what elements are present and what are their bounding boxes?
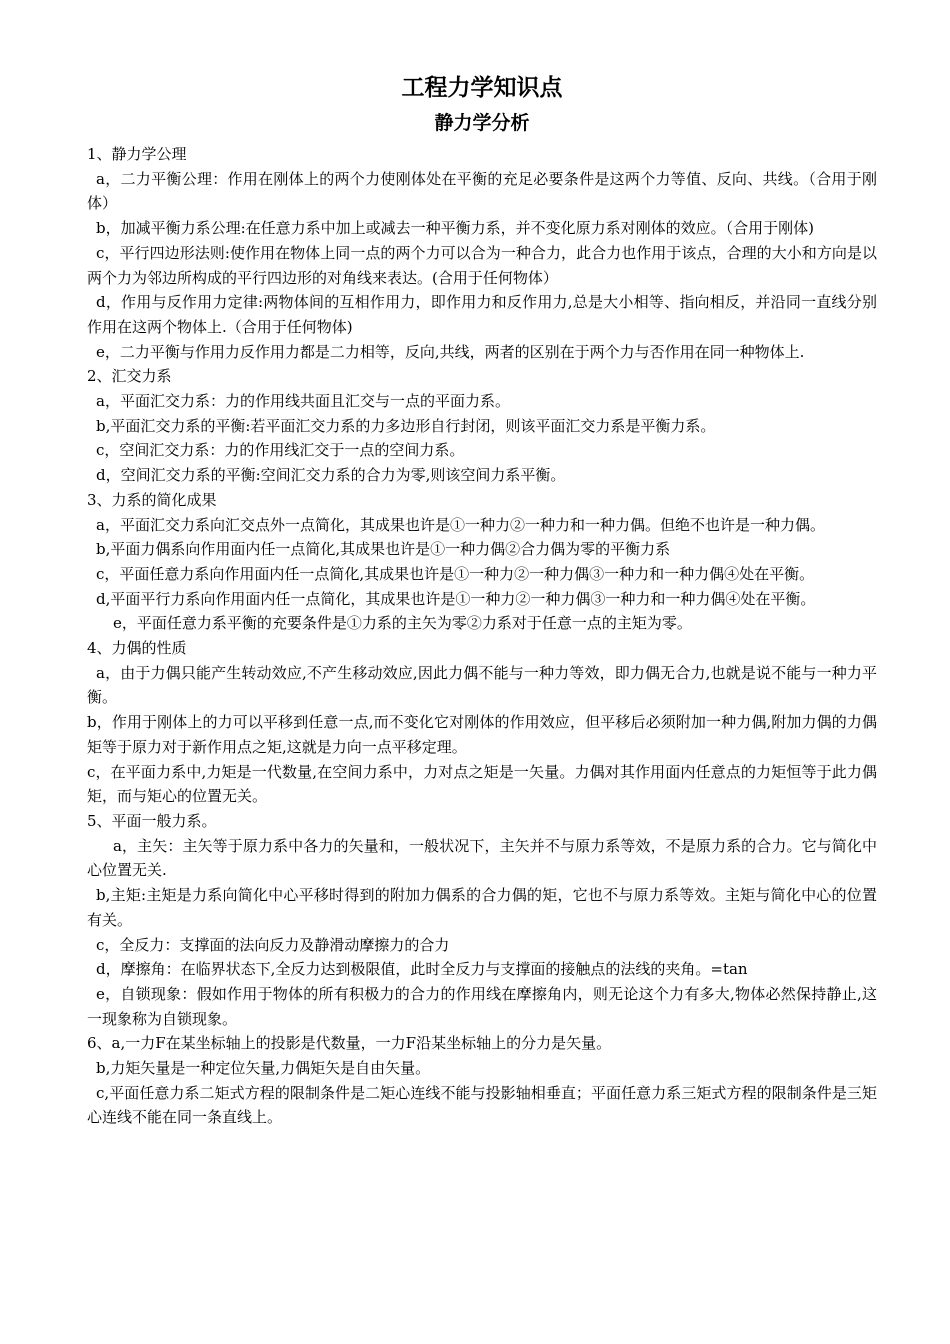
paragraph: c，全反力：支撑面的法向反力及静滑动摩擦力的合力 xyxy=(96,935,450,954)
paragraph: b，加减平衡力系公理:在任意力系中加上或减去一种平衡力系，并不变化原力系对刚体的效应。（合用于刚体) xyxy=(96,219,815,238)
paragraph: b,主矩:主矩是力系向简化中心平移时得到的附加力偶系的合力偶的矩，它也不与原力系等效。主矩与简化中心的位置有关。 xyxy=(87,886,877,929)
section-projections-and-moments xyxy=(87,1031,877,1130)
paragraph: c,平面任意力系二矩式方程的限制条件是二矩心连线不能与投影轴相垂直；平面任意力系三矩式方程的限制条件是三矩心连线不能在同一条直线上。 xyxy=(87,1083,877,1127)
paragraph: c，平行四边形法则:使作用在物体上同一点的两个力可以合为一种合力，此合力也作用于该点，合理的大小和方向是以两个力为邻边所构成的平行四边形的对角线来表达。(合用于任何物体） xyxy=(87,243,877,287)
paragraph: d，作用与反作用力定律:两物体间的互相作用力，即作用力和反作用力,总是大小相等、指向相反，并沿同一直线分别作用在这两个物体上.（合用于任何物体) xyxy=(87,293,877,336)
paragraph: a，平面汇交力系：力的作用线共面且汇交与一点的平面力系。 xyxy=(96,392,510,411)
section-heading: 4、力偶的性质 xyxy=(87,639,187,658)
paragraph: a，平面汇交力系向汇交点外一点简化，其成果也许是①一种力②一种力和一种力偶。但绝不也许是一种力偶。 xyxy=(96,515,825,534)
section-concurrent-forces xyxy=(87,364,877,488)
section-force-system-simplification xyxy=(87,488,877,636)
section-general-planar-force-system xyxy=(87,809,877,1031)
paragraph: d,平面平行力系向作用面内任一点简化，其成果也许是①一种力②一种力偶③一种力和一种力偶④处在平衡。 xyxy=(96,589,816,608)
section-heading: 6、a,一力F在某坐标轴上的投影是代数量，一力F沿某坐标轴上的分力是矢量。 xyxy=(87,1034,612,1053)
paragraph: e，平面任意力系平衡的充要条件是①力系的主矢为零②力系对于任意一点的主矩为零。 xyxy=(113,614,692,633)
paragraph: b，作用于刚体上的力可以平移到任意一点,而不变化它对刚体的作用效应，但平移后必须附加一种力偶,附加力偶的力偶矩等于原力对于新作用点之矩,这就是力向一点平移定理。 xyxy=(87,713,877,756)
paragraph: a，由于力偶只能产生转动效应,不产生移动效应,因此力偶不能与一种力等效，即力偶无合力,也就是说不能与一种力平衡。 xyxy=(87,663,877,707)
paragraph: b,平面汇交力系的平衡:若平面汇交力系的力多边形自行封闭，则该平面汇交力系是平衡力系。 xyxy=(96,416,716,435)
paragraph: b,力矩矢量是一种定位矢量,力偶矩矢是自由矢量。 xyxy=(96,1059,431,1078)
paragraph: c，平面任意力系向作用面内任一点简化,其成果也许是①一种力②一种力偶③一种力和一种力偶④处在平衡。 xyxy=(96,564,815,583)
section-heading: 1、静力学公理 xyxy=(87,145,187,163)
paragraph: c，空间汇交力系：力的作用线汇交于一点的空间力系。 xyxy=(96,441,465,460)
paragraph: b,平面力偶系向作用面内任一点简化,其成果也许是①一种力偶②合力偶为零的平衡力系 xyxy=(96,540,671,559)
document-page xyxy=(87,70,877,1130)
section-heading: 2、汇交力系 xyxy=(87,367,172,386)
paragraph: a，主矢：主矢等于原力系中各力的矢量和，一般状况下，主矢并不与原力系等效，不是原力系的合力。它与简化中心位置无关. xyxy=(87,836,877,880)
page-title: 工程力学知识点 xyxy=(401,75,563,101)
section-heading: 5、平面一般力系。 xyxy=(87,811,217,830)
paragraph: d，摩擦角：在临界状态下,全反力达到极限值，此时全反力与支撑面的接触点的法线的夹角。=tan xyxy=(96,960,748,979)
section-statics-axioms xyxy=(87,142,877,364)
page-subtitle: 静力学分析 xyxy=(434,112,530,134)
paragraph: c，在平面力系中,力矩是一代数量,在空间力系中，力对点之矩是一矢量。力偶对其作用面内任意点的力矩恒等于此力偶矩，而与矩心的位置无关。 xyxy=(87,762,877,806)
section-couple-properties xyxy=(87,636,877,809)
section-heading: 3、力系的简化成果 xyxy=(87,490,217,509)
paragraph: e，二力平衡与作用力反作用力都是二力相等，反向,共线，两者的区别在于两个力与否作用在同一种物体上. xyxy=(96,342,805,361)
paragraph: d，空间汇交力系的平衡:空间汇交力系的合力为零,则该空间力系平衡。 xyxy=(96,466,566,485)
paragraph: e，自锁现象：假如作用于物体的所有积极力的合力的作用线在摩擦角内，则无论这个力有多大,物体必然保持静止,这一现象称为自锁现象。 xyxy=(87,984,877,1028)
paragraph: a，二力平衡公理：作用在刚体上的两个力使刚体处在平衡的充足必要条件是这两个力等值、反向、共线。（合用于刚体） xyxy=(87,169,877,213)
